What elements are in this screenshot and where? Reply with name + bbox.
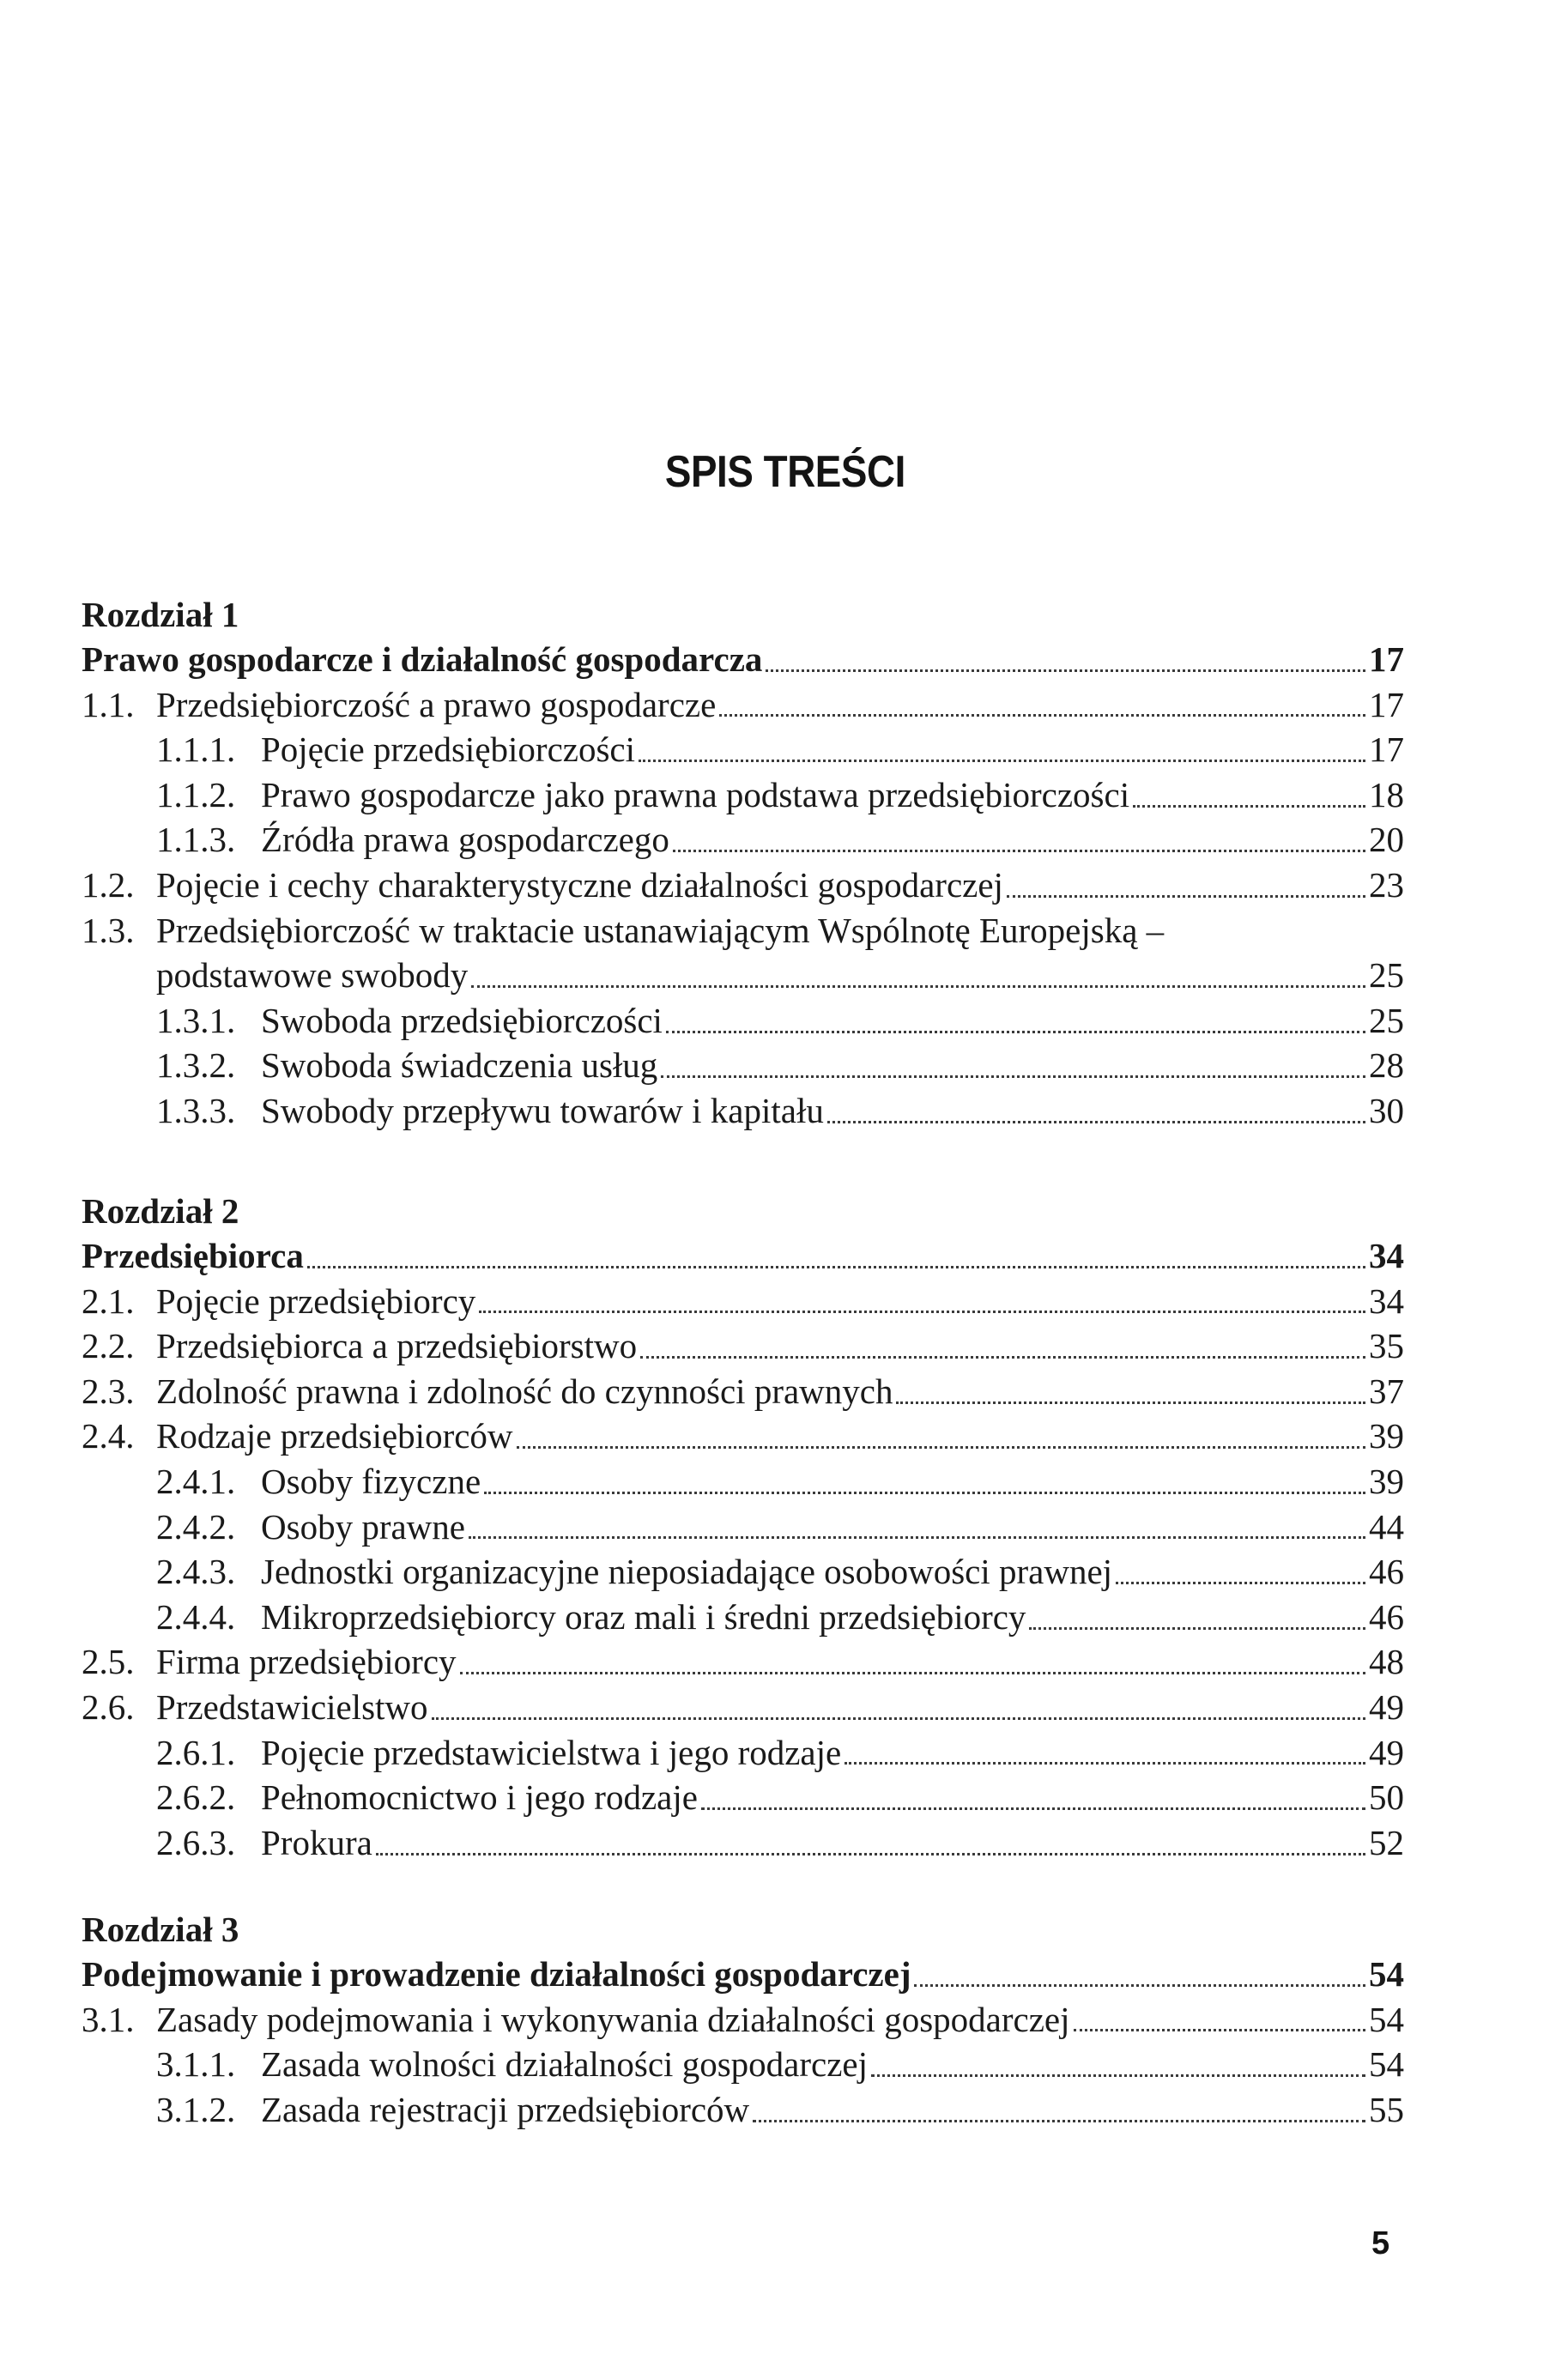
dot-leader (484, 1492, 1365, 1494)
dot-leader (376, 1853, 1365, 1855)
dot-leader (471, 985, 1365, 988)
entry-title: Pełnomocnictwo i jego rodzaje (261, 1777, 698, 1818)
page-ref: 18 (1369, 774, 1404, 814)
entry-number: 1.1. (82, 684, 135, 724)
dot-leader (871, 2074, 1365, 2077)
page-ref: 44 (1369, 1506, 1404, 1547)
entry-title: Mikroprzedsiębiorcy oraz mali i średni przedsiębiorcy (261, 1596, 1026, 1637)
dot-leader (307, 1266, 1365, 1268)
toc-entry[interactable] (82, 1730, 1404, 1776)
entry-number: 1.2. (82, 864, 135, 905)
dot-leader (896, 1401, 1365, 1404)
dot-leader (827, 1121, 1365, 1123)
chapter-label: Rozdział 2 (82, 1191, 239, 1231)
dot-leader (1116, 1582, 1365, 1584)
page-ref: 46 (1369, 1552, 1404, 1592)
entry-title: Swoboda świadczenia usług (261, 1045, 658, 1086)
entry-number: 2.4.2. (156, 1506, 236, 1547)
entry-number: 1.3.2. (156, 1045, 236, 1086)
entry-title: Jednostki organizacyjne nieposiadające osobowości prawnej (261, 1552, 1113, 1592)
toc-entry[interactable] (82, 1685, 1404, 1730)
page-ref: 50 (1369, 1777, 1404, 1818)
toc-entry[interactable] (82, 1595, 1404, 1640)
entry-title: Pojęcie przedsiębiorczości (261, 729, 636, 770)
entry-number: 2.3. (82, 1371, 135, 1411)
entry-number: 2.6.2. (156, 1777, 236, 1818)
entry-title: Pojęcie przedstawicielstwa i jego rodzaje (261, 1732, 842, 1772)
dot-leader (753, 2120, 1365, 2122)
entry-number: 2.4.4. (156, 1596, 236, 1637)
page-ref: 17 (1369, 729, 1404, 770)
dot-leader (1074, 2029, 1365, 2031)
dot-leader (666, 1031, 1365, 1033)
entry-number: 2.1. (82, 1280, 135, 1321)
entry-number: 2.6.3. (156, 1822, 236, 1862)
toc-entry[interactable] (82, 727, 1404, 772)
chapter-label: Rozdział 3 (82, 1910, 239, 1949)
entry-title: Zasady podejmowania i wykonywania działalności gospodarczej (156, 1999, 1070, 2039)
entry-number: 2.5. (82, 1642, 135, 1682)
toc-entry[interactable] (82, 1459, 1404, 1504)
toc-entry[interactable] (82, 1369, 1404, 1414)
toc-entry-continuation[interactable] (82, 953, 1404, 998)
chapter-title: Podejmowanie i prowadzenie działalności gospodarczej (82, 1954, 911, 1994)
dot-leader (673, 850, 1365, 852)
toc-chapter-title[interactable] (82, 637, 1404, 682)
page-ref: 55 (1369, 2089, 1404, 2129)
page-ref: 54 (1369, 2044, 1404, 2085)
page-ref: 34 (1369, 1236, 1404, 1275)
page-ref: 49 (1369, 1732, 1404, 1772)
page-ref: 46 (1369, 1596, 1404, 1637)
entry-title: Przedsiębiorczość w traktacie ustanawiającym Wspólnotę Europejską – (156, 910, 1165, 950)
page-ref: 52 (1369, 1822, 1404, 1862)
toc-entry[interactable] (82, 1088, 1404, 1134)
dot-leader (766, 669, 1365, 672)
page-ref: 49 (1369, 1686, 1404, 1727)
toc-entry[interactable] (82, 1414, 1404, 1459)
dot-leader (479, 1311, 1365, 1313)
entry-number: 1.3. (82, 910, 135, 950)
entry-number: 1.1.1. (156, 729, 236, 770)
entry-number: 3.1. (82, 1999, 135, 2039)
dot-leader (845, 1762, 1365, 1765)
page-ref: 39 (1369, 1416, 1404, 1456)
entry-title: Prawo gospodarcze jako prawna podstawa przedsiębiorczości (261, 774, 1130, 814)
entry-number: 2.6.1. (156, 1732, 236, 1772)
dot-leader (469, 1536, 1365, 1539)
toc-entry[interactable] (82, 998, 1404, 1044)
dot-leader (517, 1446, 1365, 1449)
toc-entry[interactable] (82, 772, 1404, 818)
dot-leader (701, 1807, 1365, 1810)
toc-entry[interactable] (82, 1279, 1404, 1324)
entry-title: Swoboda przedsiębiorczości (261, 1000, 663, 1040)
page-ref: 39 (1369, 1461, 1404, 1501)
page-ref: 25 (1369, 1000, 1404, 1040)
dot-leader (719, 714, 1365, 717)
page-number: 5 (1371, 2225, 1390, 2261)
entry-number: 2.4.1. (156, 1461, 236, 1501)
entry-number: 3.1.2. (156, 2089, 236, 2129)
dot-leader (914, 1984, 1365, 1987)
chapter-label: Rozdział 1 (82, 595, 239, 634)
toc-entry[interactable] (82, 1820, 1404, 1866)
entry-title: Zdolność prawna i zdolność do czynności prawnych (156, 1371, 893, 1411)
entry-number: 3.1.1. (156, 2044, 236, 2085)
page-ref: 48 (1369, 1642, 1404, 1682)
entry-number: 2.2. (82, 1326, 135, 1366)
toc-entry[interactable] (82, 1043, 1404, 1088)
entry-number: 2.6. (82, 1686, 135, 1727)
entry-title: Przedstawicielstwo (156, 1686, 428, 1727)
page-ref: 20 (1369, 820, 1404, 860)
page-ref: 30 (1369, 1090, 1404, 1130)
entry-number: 1.3.3. (156, 1090, 236, 1130)
entry-title: Pojęcie i cechy charakterystyczne działalności gospodarczej (156, 864, 1003, 905)
toc-entry[interactable] (82, 817, 1404, 863)
page-ref: 54 (1369, 1954, 1404, 1994)
page-ref: 28 (1369, 1045, 1404, 1086)
page-ref: 54 (1369, 1999, 1404, 2039)
dot-leader (460, 1672, 1365, 1674)
entry-title: Zasada wolności działalności gospodarczej (261, 2044, 868, 2085)
toc-entry[interactable] (82, 863, 1404, 908)
toc-entry[interactable] (82, 2042, 1404, 2087)
toc-entry[interactable] (82, 2087, 1404, 2133)
entry-title: Zasada rejestracji przedsiębiorców (261, 2089, 750, 2129)
entry-title: Przedsiębiorca a przedsiębiorstwo (156, 1326, 638, 1366)
dot-leader (1029, 1627, 1365, 1630)
entry-number: 1.1.3. (156, 820, 236, 860)
entry-number: 2.4. (82, 1416, 135, 1456)
dot-leader (639, 760, 1365, 762)
toc-entry[interactable] (82, 1504, 1404, 1550)
entry-number: 1.3.1. (156, 1000, 236, 1040)
chapter-3 (82, 1907, 1404, 2132)
entry-title: Firma przedsiębiorcy (156, 1642, 457, 1682)
page-title: SPIS TREŚCI (664, 447, 905, 497)
entry-title: Swobody przepływu towarów i kapitału (261, 1090, 824, 1130)
entry-title: Osoby prawne (261, 1506, 465, 1547)
entry-title: Osoby fizyczne (261, 1461, 481, 1501)
toc-chapter-title[interactable] (82, 1233, 1404, 1279)
toc-entry[interactable] (82, 908, 1404, 953)
toc-entry[interactable] (82, 1323, 1404, 1369)
entry-title: Pojęcie przedsiębiorcy (156, 1280, 476, 1321)
toc-entry[interactable] (82, 1997, 1404, 2043)
entry-title: Przedsiębiorczość a prawo gospodarcze (156, 684, 717, 724)
toc-chapter-title[interactable] (82, 1952, 1404, 1997)
dot-leader (432, 1717, 1365, 1720)
dot-leader (1007, 895, 1365, 898)
page-ref: 37 (1369, 1371, 1404, 1411)
entry-title: Prokura (261, 1822, 372, 1862)
page-ref: 17 (1369, 639, 1404, 679)
toc-entry[interactable] (82, 1549, 1404, 1595)
page-ref: 25 (1369, 955, 1404, 996)
chapter-title: Prawo gospodarcze i działalność gospodarcza (82, 639, 763, 679)
dot-leader (1133, 805, 1365, 808)
chapter-title: Przedsiębiorca (82, 1236, 304, 1275)
entry-title: Rodzaje przedsiębiorców (156, 1416, 513, 1456)
toc-entry[interactable] (82, 682, 1404, 728)
chapter-2 (82, 1189, 1404, 1865)
toc-entry[interactable] (82, 1775, 1404, 1820)
entry-number: 1.1.2. (156, 774, 236, 814)
page-ref: 35 (1369, 1326, 1404, 1366)
entry-number: 2.4.3. (156, 1552, 236, 1592)
chapter-1 (82, 592, 1404, 1134)
entry-title-continued: podstawowe swobody (156, 955, 469, 996)
dot-leader (640, 1356, 1365, 1359)
dot-leader (661, 1075, 1365, 1078)
page-ref: 34 (1369, 1280, 1404, 1321)
entry-title: Źródła prawa gospodarczego (261, 820, 669, 860)
page-ref: 17 (1369, 684, 1404, 724)
toc-entry[interactable] (82, 1639, 1404, 1685)
page-ref: 23 (1369, 864, 1404, 905)
